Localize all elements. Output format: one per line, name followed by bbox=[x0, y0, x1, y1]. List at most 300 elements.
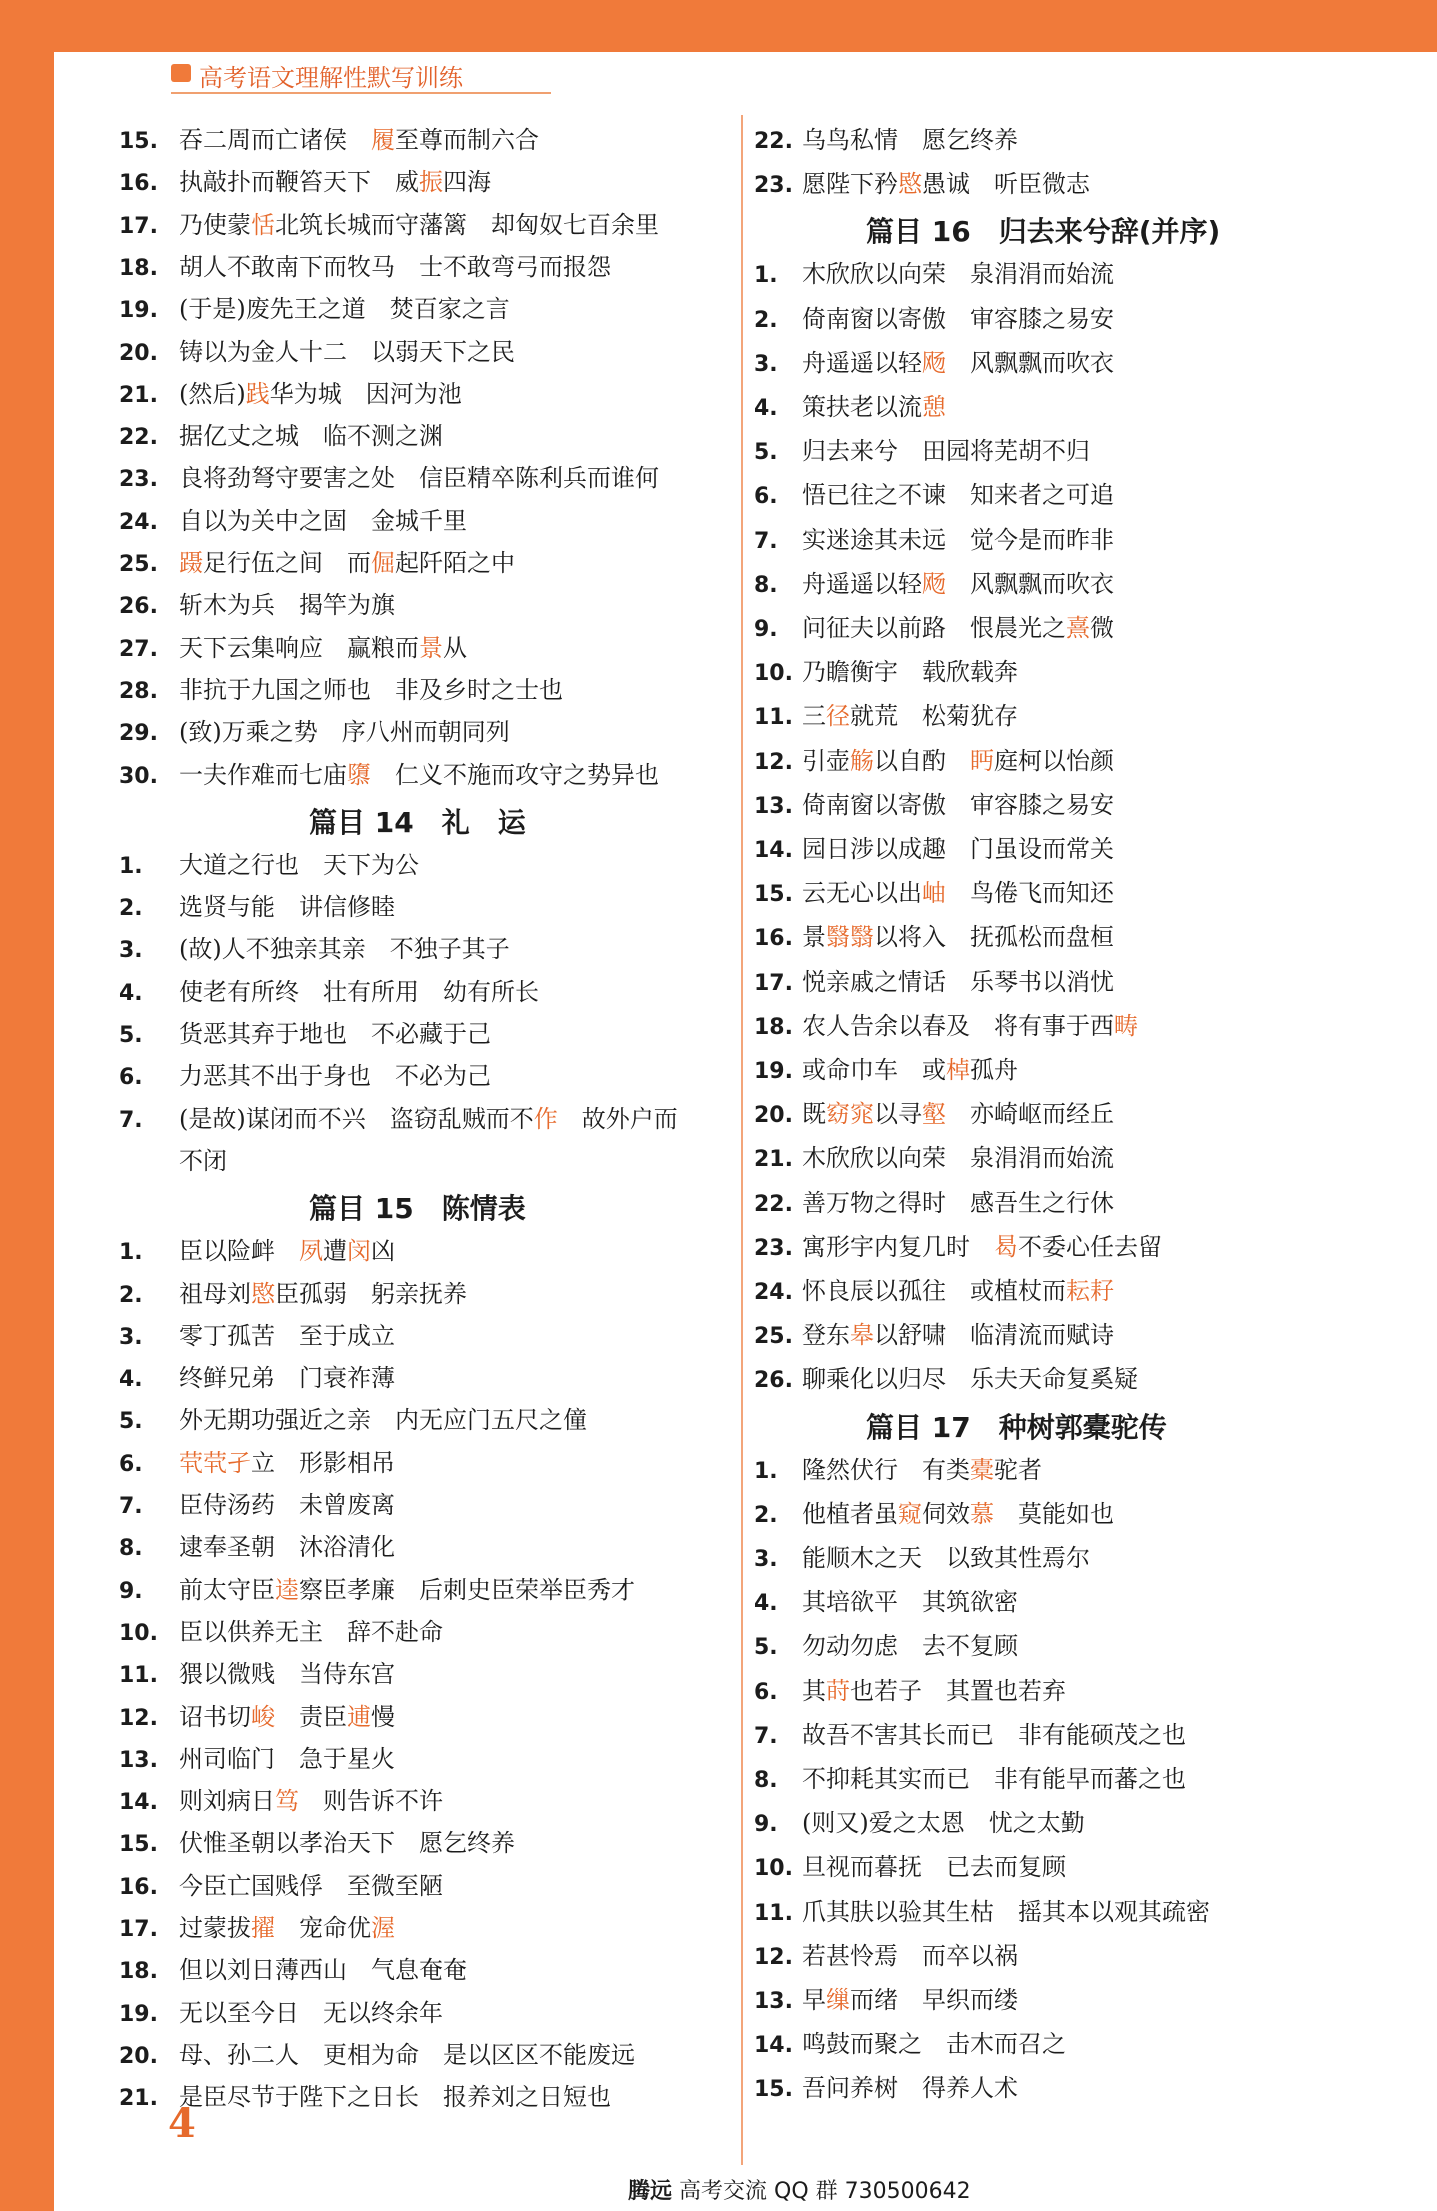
item-number: 2. bbox=[119, 896, 143, 922]
answer-row bbox=[754, 1143, 1114, 1173]
item-number: 11. bbox=[119, 1663, 158, 1689]
answer-row bbox=[754, 1941, 1018, 1971]
item-number: 6. bbox=[754, 484, 778, 510]
answer-text: 乌鸟私情 愿乞终养 bbox=[802, 126, 1018, 154]
answer-highlight: 慕 bbox=[970, 1499, 994, 1528]
answer-text: 臣以供养无主 辞不赴命 bbox=[179, 1617, 443, 1646]
answer-row bbox=[119, 1061, 491, 1091]
answer-text: 据亿丈之城 临不测之渊 bbox=[179, 422, 443, 451]
answer-row bbox=[119, 1744, 395, 1774]
answer-highlight: 恬 bbox=[251, 210, 275, 239]
answer-row bbox=[119, 1828, 515, 1858]
answer-text: 非抗于九国之师也 非及乡时之士也 bbox=[179, 675, 563, 704]
answer-highlight: 莳 bbox=[826, 1676, 850, 1705]
item-number: 11. bbox=[754, 705, 793, 731]
answer-text: 实迷途其未远 觉今是而昨非 bbox=[802, 525, 1114, 554]
item-number: 17. bbox=[119, 1917, 158, 1942]
answer-text: 吾问养树 得养人术 bbox=[802, 2074, 1018, 2103]
answer-row bbox=[754, 1720, 1186, 1750]
item-number: 8. bbox=[119, 1536, 143, 1562]
item-number: 7. bbox=[754, 528, 778, 554]
answer-text: 外无期功强近之亲 内无应门五尺之僮 bbox=[179, 1406, 587, 1435]
answer-highlight: 蹑 bbox=[179, 549, 203, 577]
answer-text: 他植者虽窥伺效慕 莫能如也 bbox=[802, 1499, 1114, 1528]
answer-text: 州司临门 急于星火 bbox=[179, 1744, 395, 1773]
answer-text: 云无心以出岫 鸟倦飞而知还 bbox=[802, 879, 1114, 908]
answer-text: 过蒙拔擢 宠命优渥 bbox=[179, 1914, 395, 1942]
answer-row bbox=[754, 1852, 1066, 1882]
answer-text: 猥以微贱 当侍东宫 bbox=[179, 1660, 395, 1689]
answer-row bbox=[754, 1188, 1114, 1218]
answer-row bbox=[119, 337, 515, 367]
answer-text: (致)万乘之势 序八州而朝同列 bbox=[179, 718, 510, 747]
answer-highlight: 渥 bbox=[371, 1914, 395, 1942]
item-number: 17. bbox=[754, 970, 793, 996]
answer-text: 木欣欣以向荣 泉涓涓而始流 bbox=[802, 1144, 1114, 1173]
answer-text: (于是)废先王之道 焚百家之言 bbox=[179, 295, 510, 324]
answer-highlight: 岫 bbox=[922, 879, 946, 908]
answer-row bbox=[754, 125, 1018, 155]
item-number: 13. bbox=[754, 793, 793, 819]
answer-row bbox=[754, 569, 1114, 599]
answer-highlight: 作 bbox=[533, 1104, 558, 1133]
answer-text: 是臣尽节于陛下之日长 报养刘之日短也 bbox=[179, 2083, 611, 2112]
item-number: 7. bbox=[119, 1107, 143, 1133]
answer-text: 胡人不敢南下而牧马 士不敢弯弓而报怨 bbox=[179, 252, 611, 281]
item-number: 22. bbox=[754, 129, 793, 154]
answer-text: 终鲜兄弟 门衰祚薄 bbox=[179, 1364, 395, 1393]
item-number: 21. bbox=[119, 2086, 158, 2112]
answer-row bbox=[754, 480, 1114, 510]
item-number: 5. bbox=[754, 1635, 778, 1661]
section-heading: 篇目 15 陈情表 bbox=[309, 1192, 526, 1226]
answer-row bbox=[754, 1455, 1042, 1485]
answer-text: 问征夫以前路 恨晨光之熹微 bbox=[802, 614, 1114, 642]
answer-text: 引壶觞以自酌 眄庭柯以怡颜 bbox=[802, 746, 1114, 775]
answer-row bbox=[119, 210, 659, 240]
item-number: 12. bbox=[754, 749, 793, 775]
answer-highlight: 橐 bbox=[970, 1455, 994, 1484]
item-number: 13. bbox=[119, 1747, 158, 1773]
answer-text: 诏书切峻 责臣逋慢 bbox=[179, 1702, 395, 1731]
item-number: 10. bbox=[754, 661, 793, 687]
answer-text: 景翳翳以将入 抚孤松而盘桓 bbox=[802, 923, 1114, 952]
answer-text: 货恶其弃于地也 不必藏于己 bbox=[179, 1020, 491, 1048]
answer-text: 鸣鼓而聚之 击木而召之 bbox=[802, 2030, 1066, 2059]
answer-highlight: 逋 bbox=[347, 1702, 371, 1731]
answer-row bbox=[754, 878, 1114, 908]
answer-row bbox=[754, 1543, 1090, 1573]
answer-row bbox=[119, 252, 611, 282]
answer-row bbox=[119, 1363, 395, 1393]
answer-highlight: 倔 bbox=[371, 549, 395, 577]
answer-row bbox=[754, 1320, 1114, 1350]
answer-text: 茕茕孑立 形影相吊 bbox=[179, 1448, 395, 1477]
answer-text: 吞二周而亡诸侯 履至尊而制六合 bbox=[179, 126, 539, 154]
item-number: 25. bbox=[754, 1324, 793, 1350]
answer-row bbox=[119, 294, 510, 324]
item-number: 15. bbox=[754, 2077, 793, 2103]
answer-row bbox=[119, 934, 510, 964]
answer-text: 农人告余以春及 将有事于西畴 bbox=[802, 1011, 1138, 1040]
answer-highlight: 翳翳 bbox=[826, 923, 874, 952]
answer-highlight: 飏 bbox=[922, 569, 946, 598]
answer-highlight: 飏 bbox=[922, 348, 946, 377]
footer-brand bbox=[628, 2174, 971, 2205]
item-number: 10. bbox=[754, 1856, 793, 1882]
answer-row bbox=[119, 717, 510, 747]
answer-text: 无以至今日 无以终余年 bbox=[179, 1998, 443, 2027]
item-number: 14. bbox=[754, 2033, 793, 2059]
answer-row bbox=[119, 1998, 443, 2028]
answer-text: 臣以险衅 夙遭闵凶 bbox=[179, 1237, 395, 1266]
answer-text: 倚南窗以寄傲 审容膝之易安 bbox=[802, 790, 1114, 819]
answer-row bbox=[754, 1631, 1018, 1661]
item-number: 1. bbox=[119, 1240, 143, 1266]
answer-row bbox=[119, 1871, 443, 1901]
item-number: 4. bbox=[754, 1591, 778, 1617]
answer-text: 祖母刘愍臣孤弱 躬亲抚养 bbox=[179, 1279, 467, 1308]
answer-row bbox=[754, 1276, 1114, 1306]
answer-text: 善万物之得时 感吾生之行休 bbox=[802, 1188, 1114, 1217]
item-number: 10. bbox=[119, 1620, 158, 1646]
answer-row bbox=[754, 1364, 1138, 1394]
answer-highlight: 愍 bbox=[898, 170, 922, 199]
answer-text: 园日涉以成趣 门虽设而常关 bbox=[802, 835, 1114, 863]
answer-row bbox=[754, 967, 1114, 997]
item-number: 16. bbox=[754, 926, 793, 952]
item-number: 24. bbox=[754, 1280, 793, 1305]
answer-text: 其莳也若子 其置也若弃 bbox=[802, 1676, 1066, 1705]
item-number: 13. bbox=[754, 1989, 793, 2014]
answer-text: 大道之行也 天下为公 bbox=[179, 850, 419, 879]
answer-row bbox=[754, 2073, 1018, 2103]
answer-text: 臣侍汤药 未曾废离 bbox=[179, 1491, 395, 1519]
answer-row bbox=[754, 613, 1114, 643]
item-number: 18. bbox=[754, 1014, 793, 1040]
answer-text: 或命巾车 或棹孤舟 bbox=[802, 1056, 1018, 1084]
answer-row bbox=[119, 850, 419, 880]
answer-row bbox=[754, 1587, 1018, 1617]
item-number: 5. bbox=[119, 1023, 143, 1048]
item-number: 3. bbox=[754, 351, 778, 377]
answer-row bbox=[754, 304, 1114, 334]
answer-text: 木欣欣以向荣 泉涓涓而始流 bbox=[802, 260, 1114, 289]
answer-row bbox=[754, 790, 1114, 820]
answer-row bbox=[754, 701, 1018, 731]
footer-brand-name: 腾远 bbox=[628, 2179, 673, 2204]
answer-text: 能顺木之天 以致其性焉尔 bbox=[802, 1544, 1090, 1572]
answer-row bbox=[754, 1764, 1186, 1794]
answer-text: 则刘病日笃 则告诉不许 bbox=[179, 1787, 443, 1816]
item-number: 30. bbox=[119, 763, 158, 789]
answer-text: 勿动勿虑 去不复顾 bbox=[802, 1632, 1018, 1661]
answer-row bbox=[119, 1236, 395, 1266]
answer-text: 选贤与能 讲信修睦 bbox=[179, 893, 395, 922]
item-number: 15. bbox=[119, 129, 158, 154]
answer-row bbox=[119, 892, 395, 922]
answer-highlight: 熹 bbox=[1066, 614, 1090, 642]
answer-text: 今臣亡国贱俘 至微至陋 bbox=[179, 1871, 443, 1900]
answer-row bbox=[119, 977, 539, 1007]
item-number: 5. bbox=[119, 1409, 143, 1435]
answer-row bbox=[754, 922, 1114, 952]
answer-row bbox=[119, 1490, 395, 1520]
answer-highlight: 窥 bbox=[898, 1499, 922, 1528]
answer-text: 使老有所终 壮有所用 幼有所长 bbox=[179, 977, 539, 1006]
item-number: 7. bbox=[119, 1494, 143, 1519]
answer-row bbox=[754, 1011, 1138, 1041]
item-number: 6. bbox=[119, 1451, 143, 1477]
answer-highlight: 愍 bbox=[251, 1279, 275, 1308]
item-number: 19. bbox=[754, 1059, 793, 1084]
item-number: 9. bbox=[754, 617, 778, 642]
item-number: 2. bbox=[754, 1502, 778, 1528]
answer-text: (是故)谋闭而不兴 盗窃乱贼而不作 故外户而 bbox=[179, 1104, 678, 1133]
item-number: 16. bbox=[119, 1874, 158, 1900]
answer-highlight: 践 bbox=[245, 379, 270, 408]
answer-text: 怀良辰以孤往 或植杖而耘耔 bbox=[802, 1277, 1114, 1305]
answer-text: 悦亲戚之情话 乐琴书以消忧 bbox=[802, 967, 1114, 996]
answer-text: 力恶其不出于身也 不必为己 bbox=[179, 1062, 491, 1091]
item-number: 20. bbox=[754, 1103, 793, 1129]
item-number: 15. bbox=[119, 1832, 158, 1858]
answer-text: 斩木为兵 揭竿为旗 bbox=[179, 591, 395, 620]
answer-text: 舟遥遥以轻飏 风飘飘而吹衣 bbox=[802, 348, 1114, 377]
item-number: 19. bbox=[119, 2001, 158, 2027]
answer-highlight: 峻 bbox=[251, 1702, 275, 1731]
answer-text: 其培欲平 其筑欲密 bbox=[802, 1588, 1018, 1617]
answer-text: 归去来兮 田园将芜胡不归 bbox=[802, 437, 1090, 466]
item-number: 3. bbox=[119, 938, 143, 964]
answer-text: 故吾不害其长而已 非有能硕茂之也 bbox=[802, 1720, 1186, 1749]
item-number: 23. bbox=[754, 1235, 793, 1261]
item-number: 15. bbox=[754, 882, 793, 908]
answer-row bbox=[119, 1279, 467, 1309]
item-number: 6. bbox=[119, 1065, 143, 1091]
answer-row bbox=[754, 525, 1114, 555]
answer-text: 零丁孤苦 至于成立 bbox=[179, 1321, 395, 1350]
answer-highlight: 茕茕孑 bbox=[179, 1448, 251, 1477]
answer-row bbox=[119, 1659, 395, 1689]
item-number: 18. bbox=[119, 255, 158, 281]
answer-row bbox=[119, 2040, 635, 2070]
section-heading: 篇目 14 礼 运 bbox=[309, 805, 526, 839]
item-number: 1. bbox=[754, 1458, 778, 1484]
item-number: 2. bbox=[119, 1282, 143, 1308]
answer-row bbox=[119, 379, 462, 409]
answer-row bbox=[754, 1897, 1210, 1927]
book-icon bbox=[171, 64, 191, 82]
answer-highlight: 缫 bbox=[826, 1986, 850, 2014]
answer-row bbox=[119, 760, 659, 790]
item-number: 17. bbox=[119, 213, 158, 239]
answer-text: 若甚怜焉 而卒以祸 bbox=[802, 1941, 1018, 1970]
item-number: 1. bbox=[754, 263, 778, 289]
answer-text: 聊乘化以归尽 乐夫天命复奚疑 bbox=[802, 1365, 1138, 1394]
answer-row bbox=[119, 590, 395, 620]
answer-row bbox=[119, 1617, 443, 1647]
answer-row bbox=[754, 1099, 1114, 1129]
answer-text: 寓形宇内复几时 曷不委心任去留 bbox=[802, 1232, 1162, 1261]
answer-highlight: 眄 bbox=[970, 746, 994, 775]
item-number: 4. bbox=[754, 396, 778, 421]
answer-row bbox=[754, 2029, 1066, 2059]
answer-row bbox=[119, 1955, 467, 1985]
item-number: 14. bbox=[754, 838, 793, 863]
answer-row bbox=[119, 1321, 395, 1351]
answer-text: 一夫作难而七庙隳 仁义不施而攻守之势异也 bbox=[179, 760, 659, 789]
answer-highlight: 隳 bbox=[347, 760, 371, 789]
answer-text: 乃使蒙恬北筑长城而守藩篱 却匈奴七百余里 bbox=[179, 210, 659, 239]
item-number: 27. bbox=[119, 636, 158, 662]
answer-row bbox=[754, 1232, 1162, 1262]
answer-text: 爪其肤以验其生枯 摇其本以观其疏密 bbox=[802, 1897, 1210, 1926]
answer-highlight: 夙 bbox=[299, 1237, 323, 1266]
answer-highlight: 曷 bbox=[994, 1232, 1018, 1261]
item-number: 22. bbox=[754, 1191, 793, 1217]
answer-row bbox=[119, 506, 467, 536]
item-number: 20. bbox=[119, 2043, 158, 2069]
answer-text: (然后)践华为城 因河为池 bbox=[179, 379, 462, 408]
answer-text: 三径就荒 松菊犹存 bbox=[802, 702, 1018, 731]
answer-row bbox=[754, 436, 1090, 466]
answer-text: 蹑足行伍之间 而倔起阡陌之中 bbox=[179, 549, 515, 577]
item-number: 3. bbox=[754, 1547, 778, 1572]
answer-text: 执敲扑而鞭笞天下 威振四海 bbox=[179, 168, 491, 197]
answer-row bbox=[119, 1786, 443, 1816]
answer-highlight: 皋 bbox=[850, 1321, 874, 1350]
item-number: 19. bbox=[119, 298, 158, 324]
answer-row bbox=[119, 421, 443, 451]
answer-row bbox=[754, 746, 1114, 776]
item-number: 9. bbox=[119, 1578, 143, 1604]
item-number: 29. bbox=[119, 721, 158, 747]
answer-row bbox=[754, 348, 1114, 378]
answer-row bbox=[754, 834, 1114, 864]
answer-highlight: 耘耔 bbox=[1066, 1277, 1114, 1305]
answer-highlight: 径 bbox=[826, 702, 850, 731]
header-title: 高考语文理解性默写训练 bbox=[199, 64, 463, 92]
item-number: 11. bbox=[754, 1900, 793, 1926]
answer-text: 前太守臣逵察臣孝廉 后刺史臣荣举臣秀才 bbox=[179, 1575, 635, 1604]
answer-row bbox=[119, 1575, 635, 1605]
answer-text: 倚南窗以寄傲 审容膝之易安 bbox=[802, 304, 1114, 333]
answer-highlight: 憩 bbox=[922, 393, 946, 421]
item-number: 26. bbox=[119, 594, 158, 620]
answer-row bbox=[754, 169, 1090, 199]
answer-highlight: 棹 bbox=[946, 1056, 970, 1084]
column-divider bbox=[741, 115, 743, 2165]
answer-highlight: 擢 bbox=[251, 1914, 275, 1942]
answer-row bbox=[119, 1702, 395, 1732]
page-number: 4 bbox=[168, 2100, 196, 2147]
answer-text: 愿陛下矜愍愚诚 听臣微志 bbox=[802, 170, 1090, 199]
answer-row bbox=[119, 1532, 395, 1562]
answer-text: 天下云集响应 赢粮而景从 bbox=[179, 633, 467, 662]
item-number: 2. bbox=[754, 307, 778, 333]
answer-text: 不抑耗其实而已 非有能早而蕃之也 bbox=[802, 1765, 1186, 1793]
item-number: 8. bbox=[754, 572, 778, 598]
answer-text: 母、孙二人 更相为命 是以区区不能废远 bbox=[179, 2040, 635, 2069]
answer-text: 既窈窕以寻壑 亦崎岖而经丘 bbox=[802, 1100, 1114, 1129]
answer-row bbox=[754, 657, 1018, 687]
answer-highlight: 逵 bbox=[275, 1575, 299, 1604]
answer-page bbox=[54, 52, 1437, 2211]
answer-text: 舟遥遥以轻飏 风飘飘而吹衣 bbox=[802, 569, 1114, 598]
page-header bbox=[119, 64, 549, 104]
answer-row bbox=[754, 1676, 1066, 1706]
answer-text: 自以为关中之固 金城千里 bbox=[179, 506, 467, 535]
item-number: 23. bbox=[754, 173, 793, 199]
answer-row bbox=[119, 1104, 678, 1134]
footer-text: 高考交流 QQ 群 730500642 bbox=[679, 2179, 971, 2204]
section-heading: 篇目 16 归去来兮辞(并序) bbox=[866, 215, 1221, 249]
answer-row bbox=[754, 392, 946, 422]
answer-row bbox=[754, 1499, 1114, 1529]
answer-row bbox=[119, 1913, 395, 1943]
item-number: 1. bbox=[119, 853, 143, 879]
item-number: 14. bbox=[119, 1790, 158, 1816]
answer-row bbox=[119, 675, 563, 705]
answer-text: (则又)爱之太恩 忧之太勤 bbox=[802, 1809, 1085, 1838]
answer-highlight: 闵 bbox=[347, 1237, 371, 1266]
answer-row bbox=[119, 633, 467, 663]
answer-row bbox=[119, 1405, 587, 1435]
item-number: 7. bbox=[754, 1723, 778, 1749]
item-number: 4. bbox=[119, 1367, 143, 1393]
answer-row bbox=[754, 1985, 1018, 2015]
answer-highlight: 履 bbox=[371, 126, 395, 154]
item-number: 28. bbox=[119, 678, 158, 704]
answer-text: 早缫而绪 早织而缕 bbox=[802, 1986, 1018, 2014]
answer-text: 良将劲弩守要害之处 信臣精卒陈利兵而谁何 bbox=[179, 464, 659, 493]
item-number: 12. bbox=[754, 1944, 793, 1970]
answer-highlight: 畴 bbox=[1114, 1011, 1138, 1040]
answer-row bbox=[119, 167, 491, 197]
item-number: 22. bbox=[119, 425, 158, 451]
item-number: 25. bbox=[119, 552, 158, 577]
answer-highlight: 窈窕 bbox=[826, 1100, 874, 1129]
item-number: 5. bbox=[754, 440, 778, 466]
answer-text: 隆然伏行 有类橐驼者 bbox=[802, 1455, 1042, 1484]
item-number: 12. bbox=[119, 1705, 158, 1731]
answer-highlight: 笃 bbox=[275, 1787, 299, 1816]
answer-text: 逮奉圣朝 沐浴清化 bbox=[179, 1533, 395, 1562]
item-number: 24. bbox=[119, 509, 158, 535]
item-number: 9. bbox=[754, 1812, 778, 1838]
answer-continuation: 不闭 bbox=[179, 1146, 227, 1175]
answer-highlight: 壑 bbox=[922, 1100, 946, 1129]
answer-text: 铸以为金人十二 以弱天下之民 bbox=[179, 337, 515, 366]
answer-row bbox=[119, 463, 659, 493]
item-number: 21. bbox=[119, 382, 158, 408]
answer-text: 伏惟圣朝以孝治天下 愿乞终养 bbox=[179, 1829, 515, 1858]
item-number: 26. bbox=[754, 1368, 793, 1394]
item-number: 6. bbox=[754, 1679, 778, 1705]
item-number: 16. bbox=[119, 171, 158, 197]
item-number: 8. bbox=[754, 1768, 778, 1793]
answer-highlight: 景 bbox=[419, 633, 443, 662]
section-heading: 篇目 17 种树郭橐驼传 bbox=[866, 1410, 1167, 1444]
answer-row bbox=[119, 1448, 395, 1478]
answer-highlight: 觞 bbox=[850, 746, 874, 775]
item-number: 3. bbox=[119, 1324, 143, 1350]
answer-row bbox=[754, 259, 1114, 289]
answer-row bbox=[754, 1808, 1085, 1838]
answer-text: 乃瞻衡宇 载欣载奔 bbox=[802, 658, 1018, 687]
item-number: 4. bbox=[119, 980, 143, 1006]
